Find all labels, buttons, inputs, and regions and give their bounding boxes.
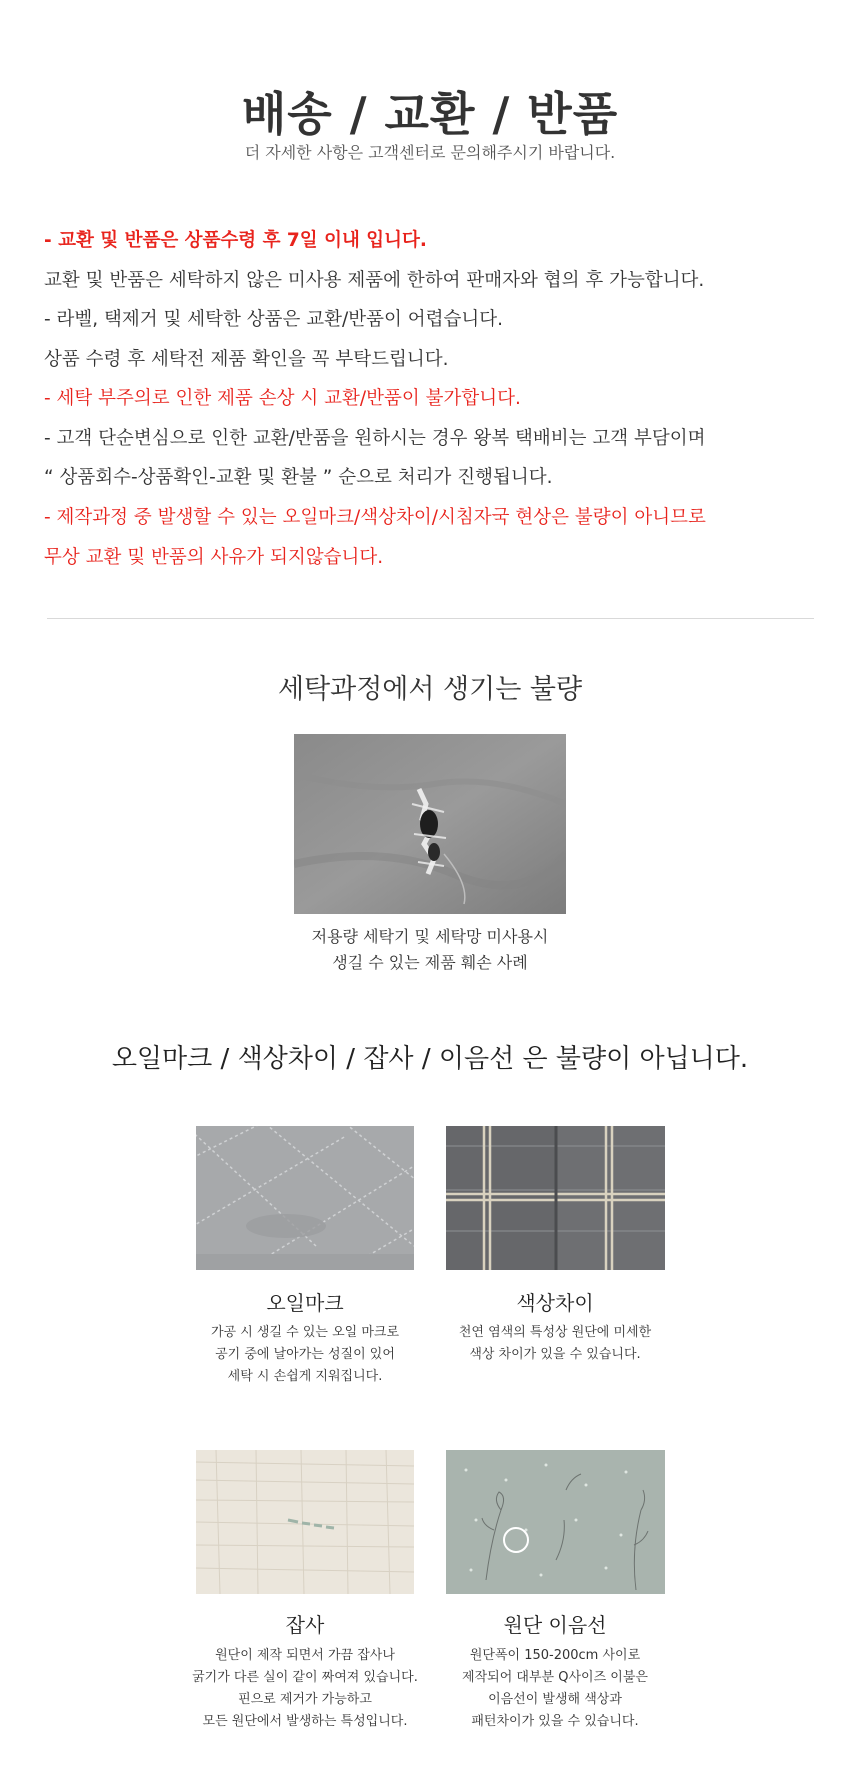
item-description: 원단이 제작 되면서 가끔 잡사나 굵기가 다른 실이 같이 짜여져 있습니다. 핀으로 제거가 가능하고 모든 원단에서 발생하는 특성입니다. <box>192 1648 418 1729</box>
oil-mark-photo <box>196 1126 414 1270</box>
notice-line: - 제작과정 중 발생할 수 있는 오일마크/색상차이/시침자국 현상은 불량이 아니므로 <box>44 507 706 528</box>
notice-line: - 라벨, 택제거 및 세탁한 상품은 교환/반품이 어렵습니다. <box>44 309 503 330</box>
item-description: 천연 염색의 특성상 원단에 미세한 색상 차이가 있을 수 있습니다. <box>458 1325 652 1362</box>
stray-thread-photo <box>196 1450 414 1594</box>
notice-line: - 교환 및 반품은 상품수령 후 7일 이내 입니다. <box>44 230 427 251</box>
color-difference-photo <box>446 1126 665 1270</box>
notice-line: - 고객 단순변심으로 인한 교환/반품을 원하시는 경우 왕복 택배비는 고객 부담이며 <box>44 428 706 449</box>
section-divider <box>47 618 814 619</box>
item-title: 오일마크 <box>266 1291 344 1315</box>
notice-line: 무상 교환 및 반품의 사유가 되지않습니다. <box>44 547 384 568</box>
item-title: 원단 이음선 <box>503 1613 607 1637</box>
notice-line: 교환 및 반품은 세탁하지 않은 미사용 제품에 한하여 판매자와 협의 후 가능합니다. <box>44 270 705 291</box>
defect-caption: 저용량 세탁기 및 세탁망 미사용시 생길 수 있는 제품 훼손 사례 <box>311 927 549 972</box>
notice-line: “ 상품회수-상품확인-교환 및 환불 ” 순으로 처리가 진행됩니다. <box>44 467 553 488</box>
item-description: 원단폭이 150-200cm 사이로 제작되어 대부분 Q사이즈 이불은 이음선이 발생해 색상과 패턴차이가 있을 수 있습니다. <box>462 1648 648 1729</box>
defect-section-title: 세탁과정에서 생기는 불량 <box>277 674 583 705</box>
item-description: 가공 시 생길 수 있는 오일 마크로 공기 중에 날아가는 성질이 있어 세탁 시 손쉽게 지워집니다. <box>210 1325 400 1384</box>
notice-line: 상품 수령 후 세탁전 제품 확인을 꼭 부탁드립니다. <box>44 349 449 370</box>
item-title: 잡사 <box>285 1613 325 1637</box>
not-defect-section-title: 오일마크 / 색상차이 / 잡사 / 이음선 은 불량이 아닙니다. <box>111 1044 749 1074</box>
fabric-seam-photo <box>446 1450 665 1594</box>
item-title: 색상차이 <box>516 1291 594 1315</box>
damaged-fabric-photo <box>294 734 566 914</box>
page-subtitle: 더 자세한 사항은 고객센터로 문의해주시기 바랍니다. <box>244 143 616 162</box>
page-title: 배송 / 교환 / 반품 <box>241 87 619 141</box>
notice-line: - 세탁 부주의로 인한 제품 손상 시 교환/반품이 불가합니다. <box>44 388 521 409</box>
